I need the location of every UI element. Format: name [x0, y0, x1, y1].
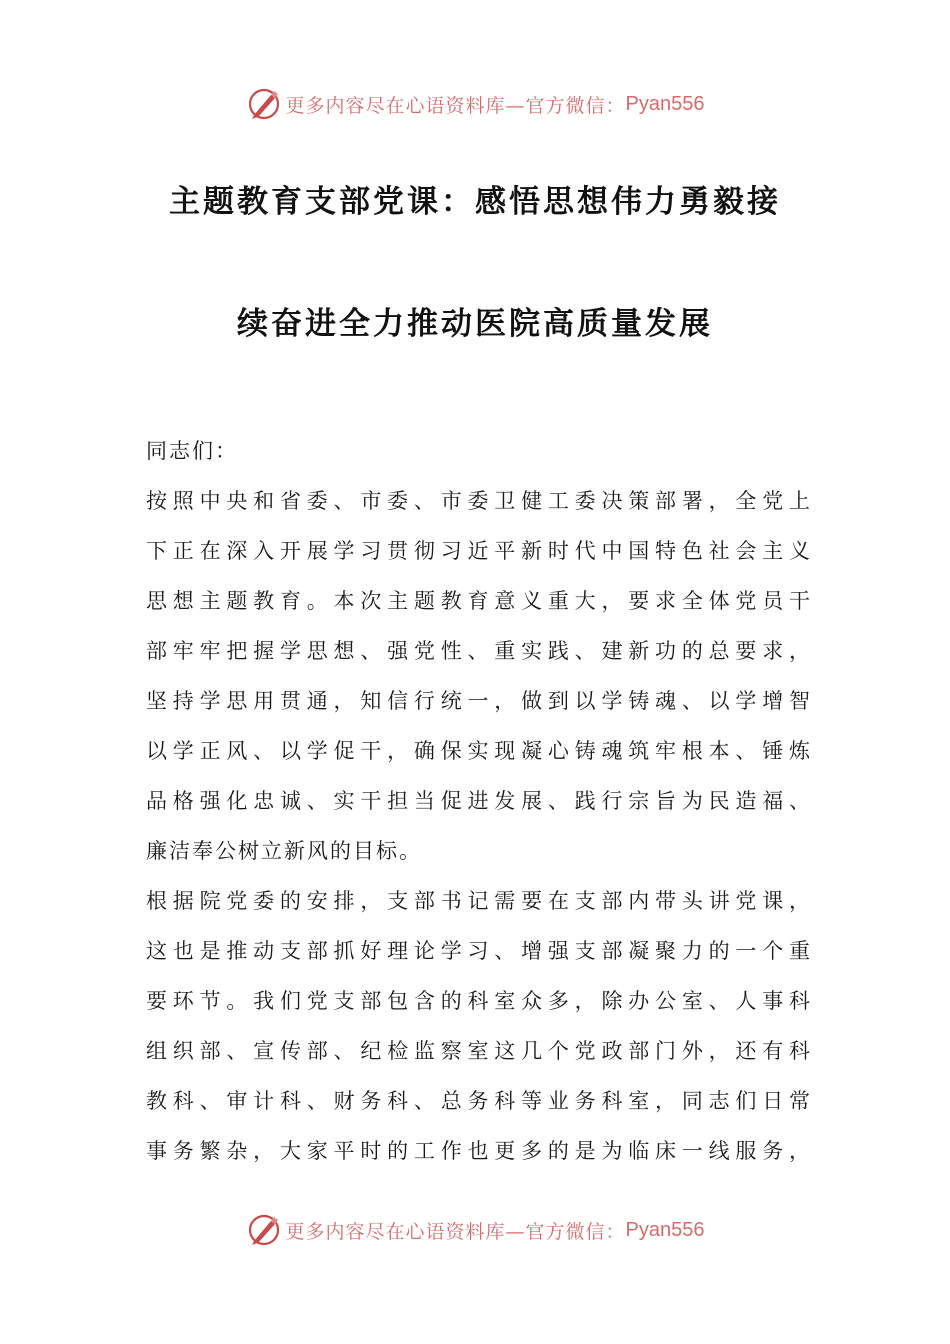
text-line: 事务繁杂，大家平时的工作也更多的是为临床一线服务， — [146, 1139, 810, 1163]
document-title-line-2: 续奋进全力推动医院高质量发展 — [237, 306, 713, 342]
text-line: 要环节。我们党支部包含的科室众多，除办公室、人事科 — [146, 989, 810, 1013]
text-line: 以学正风、以学促干，确保实现凝心铸魂筑牢根本、锤炼 — [146, 739, 810, 763]
paragraph-1 — [146, 476, 810, 876]
pen-circle-logo-icon — [246, 1212, 282, 1248]
footer-watermark — [0, 1210, 950, 1250]
wechat-id: Pyan556 — [625, 92, 705, 115]
text-line: 坚持学思用贯通，知信行统一，做到以学铸魂、以学增智 — [146, 689, 810, 713]
text-line: 下正在深入开展学习贯彻习近平新时代中国特色社会主义 — [146, 539, 810, 563]
wechat-id: Pyan556 — [625, 1218, 705, 1241]
document-title-line-1: 主题教育支部党课：感悟思想伟力勇毅接 — [169, 184, 781, 220]
text-line: 品格强化忠诚、实干担当促进发展、践行宗旨为民造福、 — [146, 789, 810, 813]
paragraph-2 — [146, 876, 810, 1176]
salutation: 同志们： — [146, 439, 238, 463]
text-line: 部牢牢把握学思想、强党性、重实践、建新功的总要求， — [146, 639, 810, 663]
text-line: 组织部、宣传部、纪检监察室这几个党政部门外，还有科 — [146, 1039, 810, 1063]
text-line: 根据院党委的安排，支部书记需要在支部内带头讲党课， — [146, 889, 810, 913]
watermark-text: 更多内容尽在心语资料库—官方微信： — [285, 1220, 626, 1243]
text-line: 教科、审计科、财务科、总务科等业务科室，同志们日常 — [146, 1089, 810, 1113]
header-watermark — [0, 84, 950, 124]
text-line: 廉洁奉公树立新风的目标。 — [146, 839, 422, 863]
document-body — [146, 426, 810, 1176]
text-line: 这也是推动支部抓好理论学习、增强支部凝聚力的一个重 — [146, 939, 810, 963]
watermark-text: 更多内容尽在心语资料库—官方微信： — [285, 94, 626, 117]
pen-circle-logo-icon — [246, 86, 282, 122]
text-line: 思想主题教育。本次主题教育意义重大，要求全体党员干 — [146, 589, 810, 613]
text-line: 按照中央和省委、市委、市委卫健工委决策部署，全党上 — [146, 489, 810, 513]
